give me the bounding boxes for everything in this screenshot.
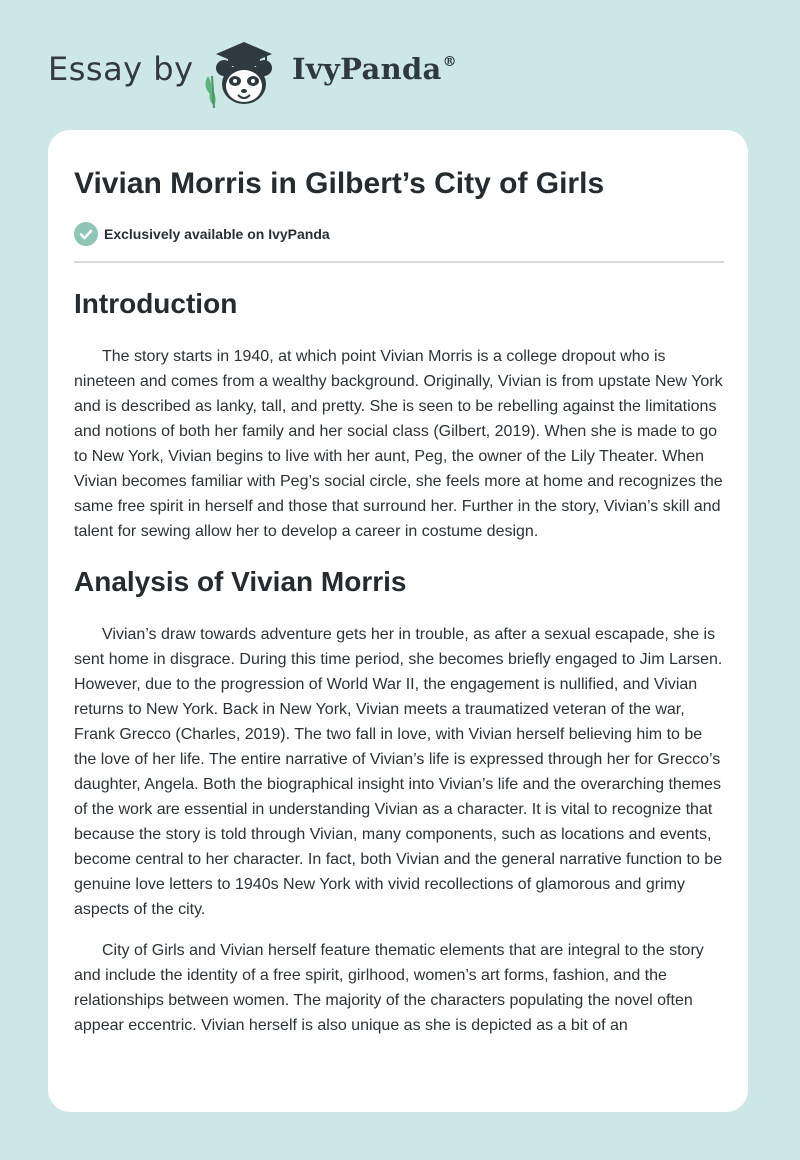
registered-mark: ® bbox=[442, 54, 457, 70]
essay-card bbox=[48, 130, 748, 1112]
divider bbox=[74, 261, 724, 263]
section-heading: Analysis of Vivian Morris bbox=[74, 566, 407, 597]
check-circle-icon bbox=[74, 222, 98, 246]
site-header bbox=[0, 0, 800, 130]
article-body bbox=[74, 280, 724, 1038]
brand-name: IvyPanda bbox=[292, 52, 442, 86]
paragraph: Vivian’s draw towards adventure gets her in trouble, as after a sexual escapade, she is sent home in disgrace. During this time period, she becomes briefly engaged to Jim Larsen. However, due to the progression of World War II, the engagement is nullified, and Vivian returns to New York. Back in New York, Vivian meets a traumatized veteran of the war, Frank Grecco (Charles, 2019). The two fall in love, with Vivian herself believing him to be the love of her life. The entire narrative of Vivian’s life is expressed through her for Grecco’s daughter, Angela. Both the biographical insight into Vivian’s life and the overarching themes of the work are essential in understanding Vivian as a character. It is vital to recognize that because the story is told through Vivian, many components, such as locations and events, become central to her character. In fact, both Vivian and the general narrative function to be genuine love letters to 1940s New York with vivid recollections of glamorous and grimy aspects of the city. bbox=[74, 626, 723, 918]
brand-logo-text[interactable] bbox=[292, 52, 457, 86]
exclusive-badge bbox=[74, 222, 330, 246]
section-heading: Introduction bbox=[74, 288, 238, 319]
paragraph: The story starts in 1940, at which point Vivian Morris is a college dropout who is nineteen and comes from a wealthy background. Originally, Vivian is from upstate New York and is described as lanky, tall, and pretty. She is seen to be rebelling against the limitations and notions of both her family and her social class (Gilbert, 2019). When she is made to go to New York, Vivian begins to live with her aunt, Peg, the owner of the Lily Theater. When Vivian becomes familiar with Peg’s social circle, she feels more at home and recognizes the same free spirit in herself and those that surround her. Further in the story, Vivian’s skill and talent for sewing allow her to develop a career in costume design. bbox=[74, 348, 723, 540]
page-title: Vivian Morris in Gilbert’s City of Girls bbox=[74, 167, 605, 200]
paragraph: City of Girls and Vivian herself feature thematic elements that are integral to the story and include the identity of a free spirit, girlhood, women’s art forms, fashion, and the relationships between women. The majority of the characters populating the novel often appear eccentric. Vivian herself is also unique as she is depicted as a bit of an bbox=[74, 942, 704, 1034]
panda-graduate-icon[interactable] bbox=[200, 36, 286, 108]
essay-by-label: Essay by bbox=[48, 50, 194, 88]
badge-label: Exclusively available on IvyPanda bbox=[104, 226, 330, 242]
